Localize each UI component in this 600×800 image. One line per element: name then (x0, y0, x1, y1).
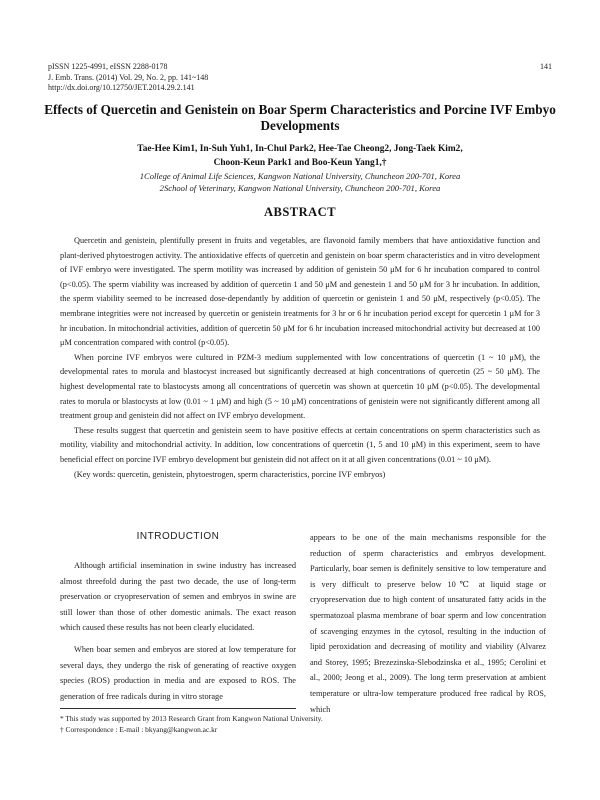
abstract-paragraph-1: Quercetin and genistein, plentifully present in fruits and vegetables, are flavonoid family members that have antioxidative function and plant-derived phytoestrogen activity. The antioxidative effects of quercetin and genistein on boar sperm characteristics and in vitro development of IVF embryo were investigated. The sperm motility was increased by addition of genistein 50 μM for 6 hr incubation compared to control (p<0.05). The sperm viability was increased by addition of quercetin 1 and 50 μM and genestein 1 and 50 μM for 3 hr incubation. In addition, the sperm viability seemed to be increased dose-dependantly by addition of quercetin or genistein 1 and 50 μM, respectively (p<0.05). The membrane integrities were not increased by quercetin or genistein treatments for 3 hr or 6 hr incubation period except for quercetin 1 μM for 3 hr incubation. In mitochondrial activities, addition of quercetin 50 μM for 6 hr incubation increased mitochondrial activity but decreased at 100 μM concentration compared with control (p<0.05). (60, 236, 540, 348)
author-list (40, 142, 560, 170)
abstract-paragraph-3: These results suggest that quercetin and genistein seem to have positive effects at certain concentrations on sperm characteristics such as motility, viability and mitochondrial activity. In addition, low concentrations of quercetin (1, 5 and 10 μM) in this experiment, seem to have beneficial effect on porcine IVF embryo development but genistein did not affect on it at all given concentrations (0.01 ~ 10 μM). (60, 425, 540, 464)
keywords: (Key words: quercetin, genistein, phytoestrogen, sperm characteristics, porcine IVF embryos) (74, 469, 386, 479)
intro-paragraph-2: When boar semen and embryos are stored at low temperature for several days, they undergo the risk of generating of reactive oxygen species (ROS) production in media and are exposed to ROS. The generation of free radicals during in vitro storage (60, 644, 296, 701)
doi-link[interactable]: http://dx.doi.org/10.12750/JET.2014.29.2.141 (48, 83, 195, 92)
abstract-heading: ABSTRACT (263, 205, 337, 219)
footnote-divider (60, 708, 296, 709)
funding-note: * This study was supported by 2013 Research Grant from Kangwon National University. (60, 714, 323, 723)
page-number: 141 (540, 62, 552, 71)
right-column (310, 530, 546, 717)
journal-citation: J. Emb. Trans. (2014) Vol. 29, No. 2, pp. 141~148 (48, 72, 209, 82)
affiliations (40, 171, 560, 194)
affiliation-2: 2School of Veterinary, Kangwon National University, Chuncheon 200-701, Korea (159, 182, 441, 193)
journal-meta (48, 62, 208, 94)
author-line-1: Tae-Hee Kim1, In-Suh Yuh1, In-Chul Park2, Hee-Tae Cheong2, Jong-Taek Kim2, (137, 144, 463, 154)
affiliation-1: 1College of Animal Life Sciences, Kangwon National University, Chuncheon 200-701, Korea (139, 171, 461, 181)
abstract-body (60, 234, 540, 482)
introduction-heading: INTRODUCTION (136, 531, 220, 542)
paper-title: Effects of Quercetin and Genistein on Boar Sperm Characteristics and Porcine IVF Embyo Developments (44, 102, 556, 133)
issn-line: pISSN 1225-4991, eISSN 2288-0178 (48, 62, 168, 71)
footnotes (60, 713, 323, 735)
author-line-2: Choon-Keun Park1 and Boo-Keun Yang1,† (213, 158, 387, 168)
intro-paragraph-3: appears to be one of the main mechanisms responsible for the reduction of sperm characteristics and embryos development. Particularly, boar semen is definitely sensitive to low temperature and is very difficult to preserve below 10℃ at liquid stage or cryopreservation due to high content of unsaturated fatty acids in the spermatozoal plasma membrane of boar sperm and low concentration of scavenging enzymes in the cytosol, resulting in the induction of lipid peroxidation and decreasing of motility and viability (Alvarez and Storey, 1995; Brezezinska-Slebodzinska et al., 1995; Cerolini et al., 2000; Jeong et al., 2009). The long term preservation at ambient temperature or ultra-low temperature produced free radical by ROS, which (310, 533, 546, 714)
intro-paragraph-1: Although artificial insemination in swine industry has increased almost threefold during the past two decade, the use of long-term preservation or cryopreservation of semen and embryos in swine are still lower than those of other domestic animals. The exact reason which caused these results has not been clearly elucidated. (60, 561, 296, 633)
abstract-paragraph-2: When porcine IVF embryos were cultured in PZM-3 medium supplemented with low concentrations of quercetin (1 ~ 10 μM), the developmental rates to morula and blastocyst increased but significantly decreased at high concentrations of quercetin (25 ~ 50 μM). The highest developmental rate to blastocysts among all concentrations of quercetin was shown at quercetin 10 μM (p<0.05). The developmental rates to morula or blastocysts at low (0.01 ~ 1 μM) and high (5 ~ 10 μM) concentrations of genistein were not significantly different among all treatment group and genistein did not affect on IVF embryo development. (60, 352, 540, 421)
correspondence-note: † Correspondence : E-mail : bkyang@kangwon.ac.kr (60, 725, 218, 734)
left-column (60, 530, 296, 704)
